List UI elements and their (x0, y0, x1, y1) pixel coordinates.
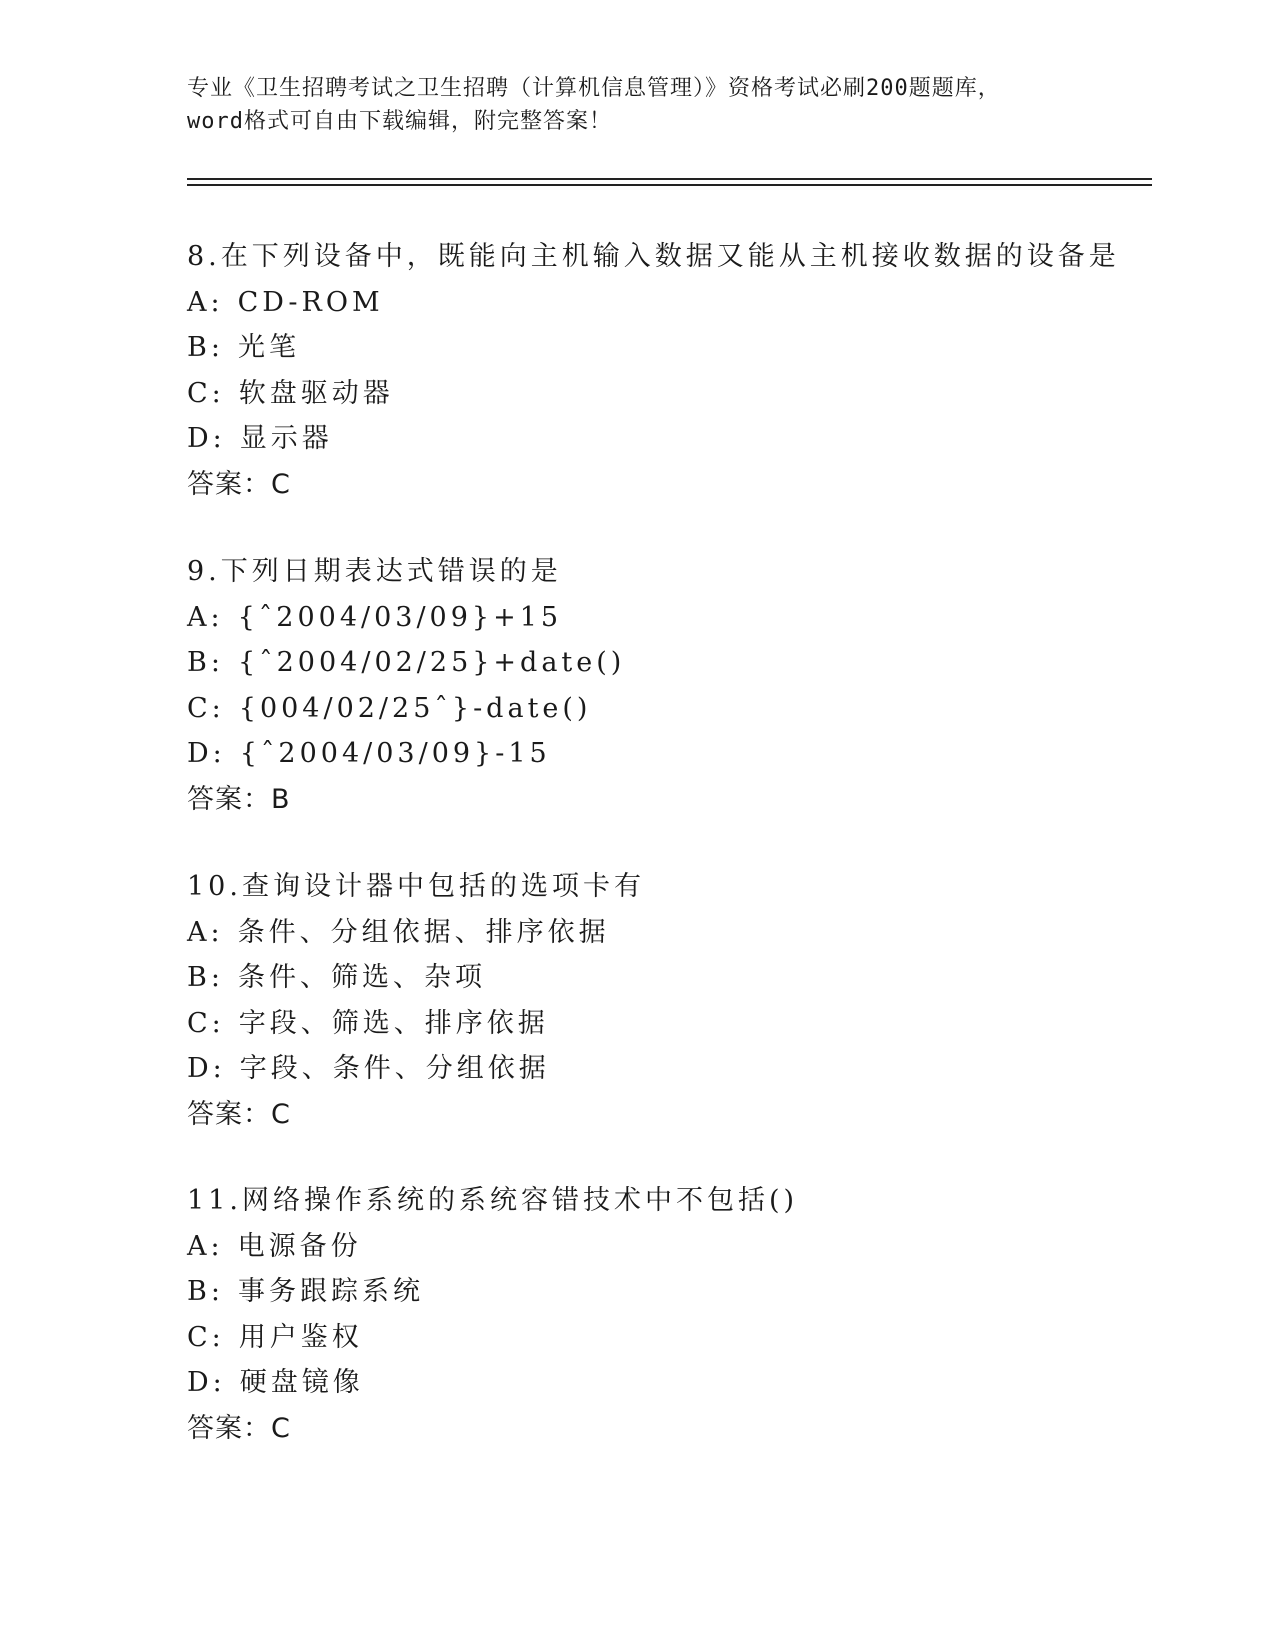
question-10 (187, 864, 1147, 1137)
option-letter: C: (187, 377, 225, 409)
option-letter: A: (187, 601, 224, 633)
answer-line: 答案：C (187, 468, 291, 500)
option-text: 字段、筛选、排序依据 (238, 1007, 549, 1039)
option-d (187, 1046, 1147, 1092)
option-a (187, 280, 1147, 326)
option-b (187, 640, 1147, 686)
option-text: {ˆ2004/03/09}-15 (239, 738, 551, 769)
option-letter: B: (187, 1276, 224, 1307)
option-letter: A: (187, 286, 224, 318)
option-a (187, 910, 1147, 956)
answer-line: 答案：C (187, 1412, 291, 1444)
option-text: {ˆ2004/02/25}+date() (237, 647, 626, 678)
option-b (187, 325, 1147, 371)
option-c (187, 1315, 1147, 1361)
header-line-2: word格式可自由下载编辑，附完整答案！ (187, 109, 612, 134)
option-d (187, 416, 1147, 462)
option-text: 条件、筛选、杂项 (237, 962, 486, 993)
option-text: 条件、分组依据、排序依据 (237, 916, 610, 948)
option-text: 电源备份 (237, 1230, 362, 1262)
option-text: {004/02/25ˆ}-date() (238, 692, 592, 724)
question-9 (187, 549, 1147, 822)
option-letter: D: (187, 423, 226, 454)
option-text: 用户鉴权 (238, 1321, 363, 1353)
answer-line: 答案：C (187, 1098, 291, 1130)
option-d (187, 1360, 1147, 1406)
option-text: 硬盘镜像 (239, 1367, 364, 1398)
option-text: 光笔 (237, 332, 300, 363)
question-title: 11.网络操作系统的系统容错技术中不包括() (187, 1185, 799, 1216)
option-letter: C: (187, 1007, 225, 1039)
option-text: {ˆ2004/03/09}+15 (237, 601, 563, 633)
document-header (187, 72, 1087, 138)
option-letter: B: (187, 962, 224, 993)
option-letter: B: (187, 647, 224, 678)
option-text: 事务跟踪系统 (237, 1276, 424, 1307)
option-letter: D: (187, 738, 226, 769)
question-title: 10.查询设计器中包括的选项卡有 (187, 871, 645, 902)
option-b (187, 1269, 1147, 1315)
option-text: 软盘驱动器 (238, 377, 394, 409)
option-c (187, 1001, 1147, 1047)
option-letter: C: (187, 692, 225, 724)
option-b (187, 955, 1147, 1001)
option-letter: D: (187, 1367, 226, 1398)
option-letter: A: (187, 1230, 224, 1262)
question-title: 9.下列日期表达式错误的是 (187, 556, 562, 587)
option-text: CD-ROM (237, 286, 384, 318)
option-letter: D: (187, 1053, 226, 1084)
option-a (187, 1224, 1147, 1270)
option-letter: C: (187, 1321, 225, 1353)
question-title: 8.在下列设备中，既能向主机输入数据又能从主机接收数据的设备是 (187, 241, 1120, 272)
option-d (187, 731, 1147, 777)
header-line-1: 专业《卫生招聘考试之卫生招聘（计算机信息管理）》资格考试必刷200题题库， (187, 76, 1001, 101)
option-c (187, 686, 1147, 732)
option-letter: A: (187, 916, 224, 948)
header-divider-bottom (187, 184, 1152, 186)
option-c (187, 371, 1147, 417)
option-letter: B: (187, 332, 224, 363)
header-divider-top (187, 178, 1152, 180)
option-text: 显示器 (239, 423, 333, 454)
question-8 (187, 234, 1147, 507)
question-11 (187, 1178, 1147, 1451)
answer-line: 答案：B (187, 783, 291, 815)
option-a (187, 595, 1147, 641)
option-text: 字段、条件、分组依据 (239, 1053, 550, 1084)
